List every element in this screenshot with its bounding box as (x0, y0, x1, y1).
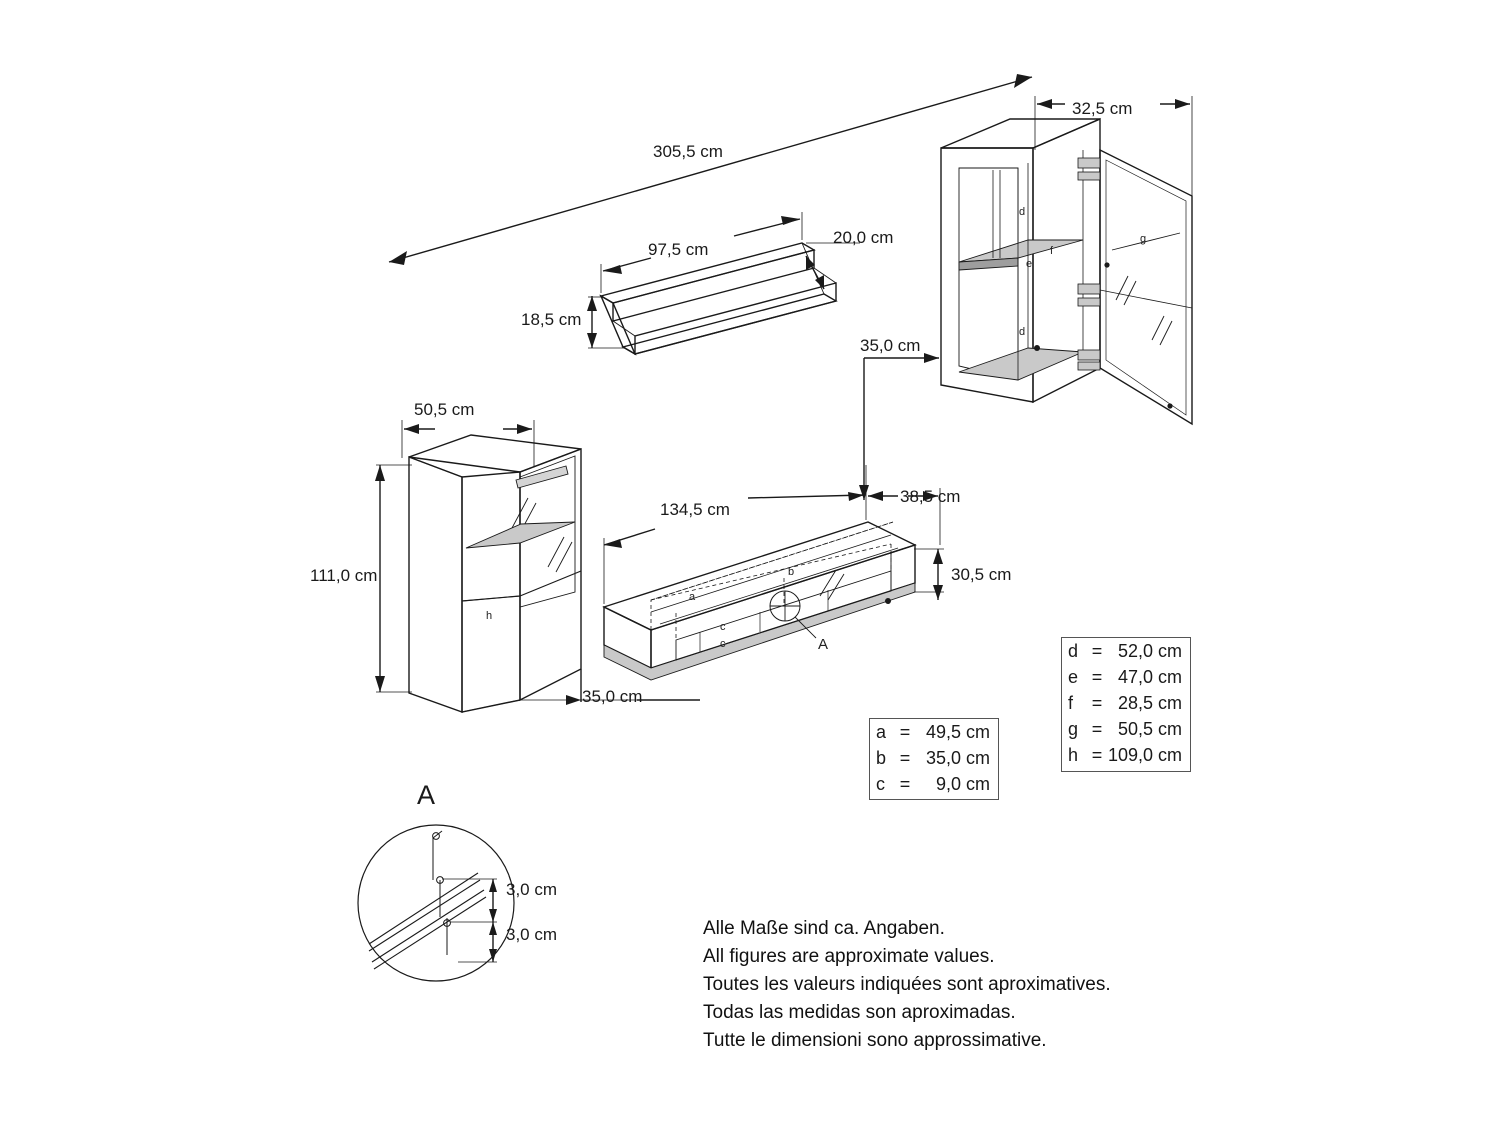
legend-eq-g: = (1091, 719, 1103, 739)
legend-value-a: 49,5 cm (925, 722, 990, 742)
legend-key-c: c (876, 774, 885, 794)
legend-row-e (1062, 664, 1190, 690)
wall-cabinet (941, 119, 1192, 424)
callout-g-label: g (1140, 233, 1147, 245)
dim-detail-gap-lower: 3,0 cm (506, 925, 558, 944)
dim-wall-cabinet-depth: 32,5 cm (1072, 99, 1133, 118)
legend-eq-f: = (1091, 693, 1103, 713)
legend-key-d: d (1068, 641, 1079, 661)
dim-wall-mount-height: 35,0 cm (860, 336, 921, 355)
legend-value-f: 28,5 cm (1117, 693, 1182, 713)
dimension-tv-height (914, 549, 944, 600)
dim-tall-cabinet-height: 111,0 cm (310, 566, 378, 585)
dim-tv-height: 30,5 cm (951, 565, 1012, 584)
note-it: Tutte le dimensioni sono approssimative. (703, 1030, 1047, 1051)
note-fr: Toutes les valeurs indiquées sont aproximatives. (703, 974, 1111, 995)
legend-row-c (870, 771, 998, 797)
legend-row-f (1062, 690, 1190, 716)
callout-a-label: a (689, 591, 696, 603)
dim-tv-depth: 38,5 cm (900, 487, 961, 506)
dim-tall-cabinet-base-height: 35,0 cm (582, 687, 643, 706)
legend-row-d (1062, 638, 1190, 664)
dim-shelf-depth: 20,0 cm (833, 228, 894, 247)
callout-h-label: h (486, 610, 493, 622)
approximate-values-notes (703, 915, 1111, 1055)
detail-view-title-a: A (417, 780, 436, 810)
callout-c-upper-label: c (720, 621, 726, 633)
note-es: Todas las medidas son aproximadas. (703, 1002, 1016, 1023)
legend-eq-d: = (1091, 641, 1103, 661)
note-en: All figures are approximate values. (703, 946, 995, 967)
dimension-tall-cabinet-height (375, 465, 412, 692)
legend-key-g: g (1068, 719, 1079, 739)
dim-shelf-width: 97,5 cm (648, 240, 709, 259)
legend-row-b (870, 745, 998, 771)
tall-cabinet (409, 435, 581, 712)
dimension-wall-mount-height (859, 353, 939, 500)
tv-lowboard (604, 522, 915, 680)
legend-key-f: f (1068, 693, 1074, 713)
legend-key-a: a (876, 722, 887, 742)
callout-e-label: e (1026, 258, 1033, 270)
wall-shelf (601, 243, 836, 354)
dim-overall-width: 305,5 cm (653, 142, 723, 161)
legend-eq-e: = (1091, 667, 1103, 687)
dim-shelf-height: 18,5 cm (521, 310, 582, 329)
legend-eq-h: = (1091, 745, 1103, 765)
legend-value-c: 9,0 cm (935, 774, 990, 794)
legend-eq-a: = (899, 722, 911, 742)
note-de: Alle Maße sind ca. Angaben. (703, 918, 945, 939)
dimension-overall-width (389, 74, 1032, 265)
legend-small (869, 718, 999, 800)
legend-eq-b: = (899, 748, 911, 768)
legend-value-d: 52,0 cm (1117, 641, 1182, 661)
legend-key-h: h (1068, 745, 1079, 765)
dim-tall-cabinet-depth: 50,5 cm (414, 400, 475, 419)
legend-value-h: 109,0 cm (1107, 745, 1182, 765)
legend-row-a (870, 719, 998, 745)
legend-eq-c: = (899, 774, 911, 794)
dimension-tv-width (604, 465, 866, 604)
callout-f-label: f (1050, 245, 1054, 257)
callout-d-upper-label: d (1019, 206, 1026, 218)
legend-row-g (1062, 716, 1190, 742)
legend-key-b: b (876, 748, 887, 768)
dim-detail-gap-upper: 3,0 cm (506, 880, 558, 899)
legend-value-e: 47,0 cm (1117, 667, 1182, 687)
legend-value-b: 35,0 cm (925, 748, 990, 768)
callout-b-label: b (788, 566, 795, 578)
legend-row-h (1062, 742, 1190, 768)
callout-c-lower-label: c (720, 638, 726, 650)
legend-key-e: e (1068, 667, 1079, 687)
legend-large (1061, 637, 1191, 772)
legend-value-g: 50,5 cm (1117, 719, 1182, 739)
detail-marker-a: A (818, 636, 829, 653)
dim-tv-width: 134,5 cm (660, 500, 730, 519)
detail-view-a (358, 825, 514, 981)
callout-d-lower-label: d (1019, 326, 1026, 338)
